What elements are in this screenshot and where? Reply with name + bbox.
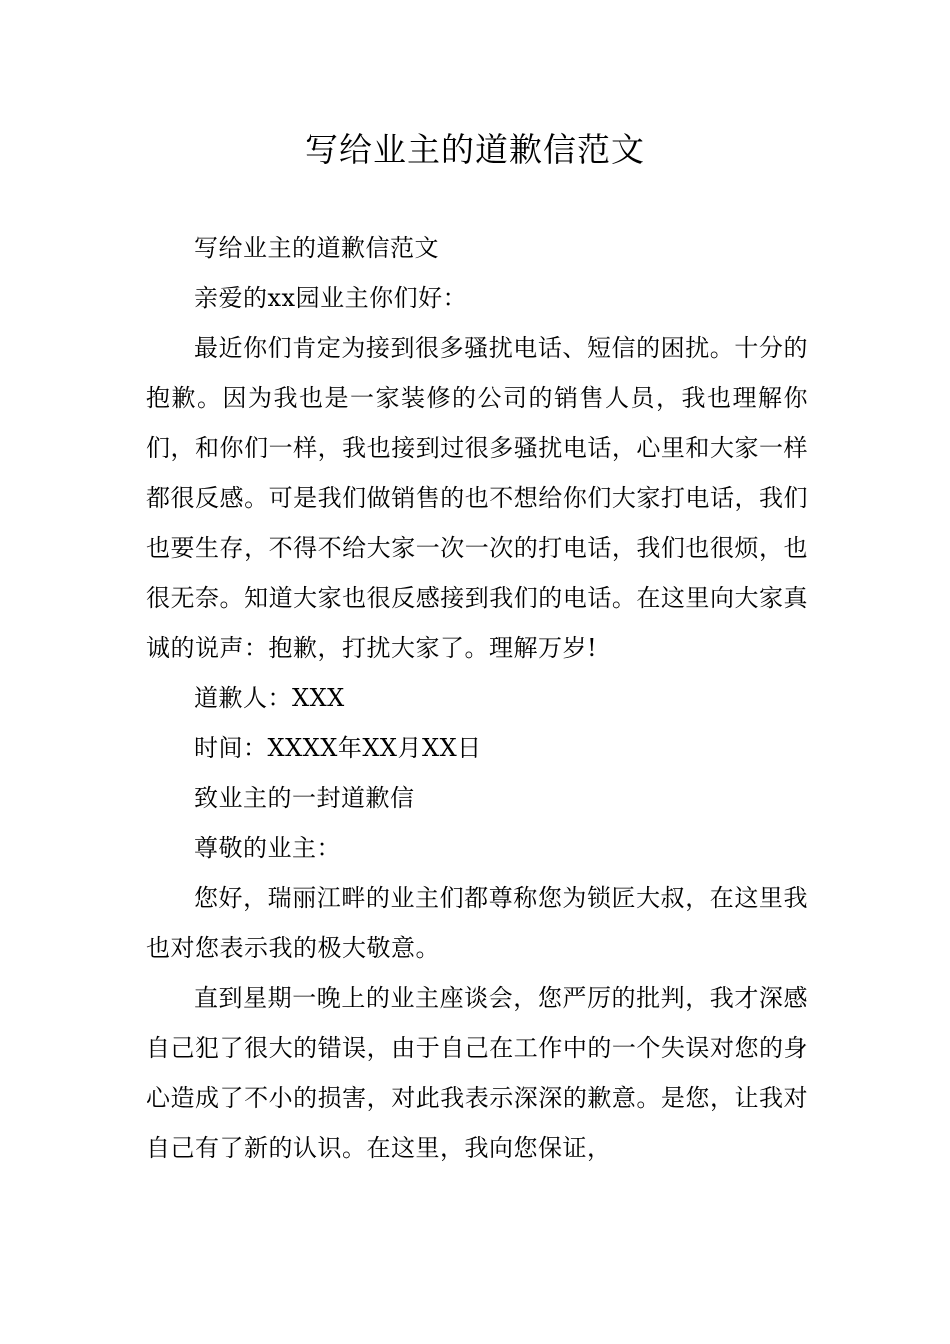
- paragraph-greeting: 您好，瑞丽江畔的业主们都尊称您为锁匠大叔，在这里我也对您表示我的极大敬意。: [146, 884, 808, 962]
- document-title: 写给业主的道歉信范文: [305, 130, 645, 169]
- paragraph-salutation: 亲爱的xx园业主你们好：: [194, 284, 468, 312]
- paragraph-signer: 道歉人：XXX: [194, 684, 345, 712]
- document-body: [146, 223, 808, 1173]
- paragraph-second-letter-title: 致业主的一封道歉信: [194, 784, 415, 812]
- paragraph-apology-body: 最近你们肯定为接到很多骚扰电话、短信的困扰。十分的抱歉。因为我也是一家装修的公司的销售人员，我也理解你们，和你们一样，我也接到过很多骚扰电话，心里和大家一样都很反感。可是我们做销售的也不想给你们大家打电话，我们也要生存，不得不给大家一次一次的打电话，我们也很烦，也很无奈。知道大家也很反感接到我们的电话。在这里向大家真诚的说声：抱歉，打扰大家了。理解万岁!: [146, 334, 808, 662]
- paragraph-second-salutation: 尊敬的业主：: [194, 834, 341, 862]
- paragraph-second-body: 直到星期一晚上的业主座谈会，您严厉的批判，我才深感自己犯了很大的错误，由于自己在工作中的一个失误对您的身心造成了不小的损害，对此我表示深深的歉意。是您，让我对自己有了新的认识。在这里，我向您保证，: [146, 984, 808, 1162]
- paragraph-subtitle: 写给业主的道歉信范文: [194, 234, 439, 262]
- paragraph-date: 时间：XXXX年XX月XX日: [194, 734, 482, 762]
